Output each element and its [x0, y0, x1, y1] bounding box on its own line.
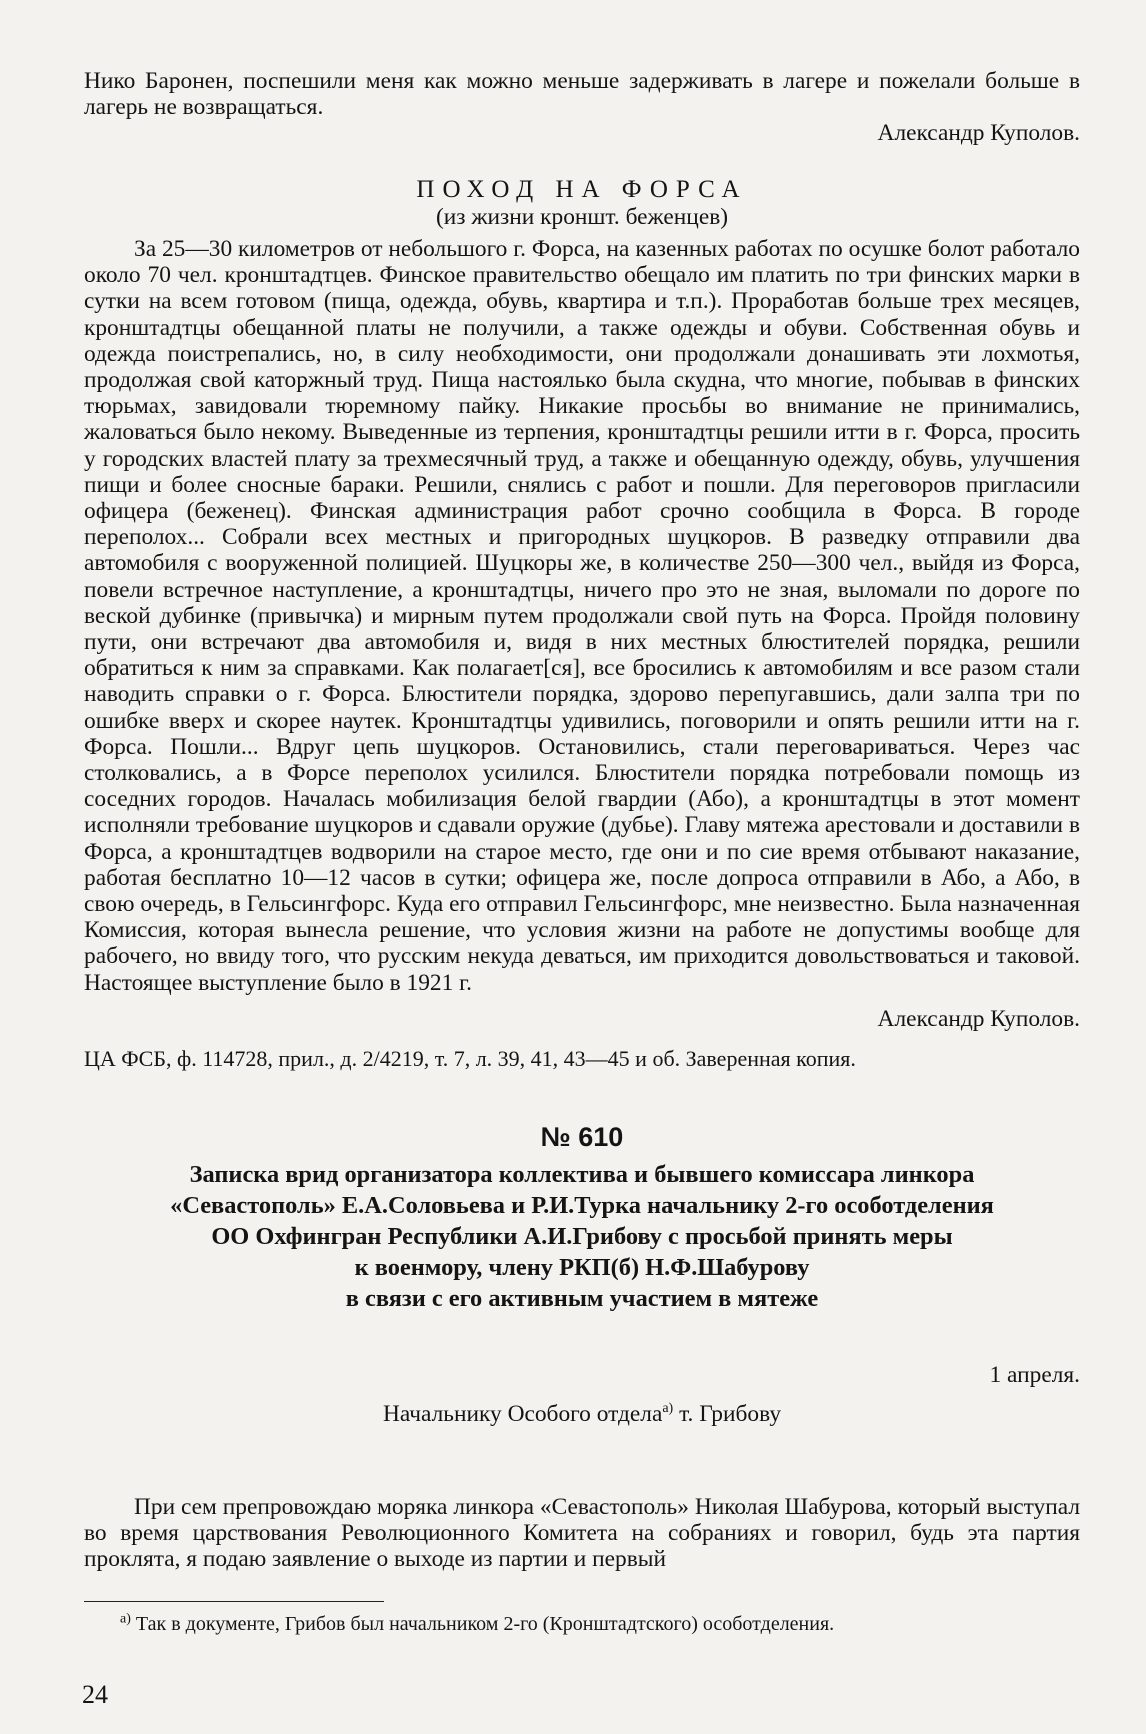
article-header: [84, 176, 1080, 230]
article-title: ПОХОД НА ФОРСА: [416, 176, 748, 203]
addressee-name: т. Грибову: [673, 1401, 782, 1427]
article-body: За 25—30 километров от небольшого г. Форса, на казенных работах по осушке болот работало около 70 чел. кронштадтцев. Финское правительство обещало им платить по три финских марки в сутки на всем готовом (пища, одежда, обувь, квартира и т.п.). Проработав больше трех месяцев, кронштадтцы обещанной платы не получили, а также одежды и обуви. Собственная обувь и одежда поистрепались, но, в силу необходимости, они продолжали донашивать эти лохмотья, продолжая свой каторжный труд. Пища настоялько была скудна, что многие, побывав в финских тюрьмах, завидовали тюремному пайку. Никакие просьбы во внимание не принимались, жаловаться было некому. Выведенные из терпения, кронштадтцы решили итти в г. Форса, просить у городских властей плату за трехмесячный труд, а также и обещанную одежду, обувь, улучшения пищи и более сносные бараки. Решили, снялись с работ и пошли. Для переговоров пригласили офицера (беженец). Финская администрация работ срочно сообщила в Форса. В городе переполох... Собрали всех местных и пригородных шуцкоров. В разведку отправили два автомобиля с вооруженной полицией. Шуцкоры же, в количестве 250—300 чел., выйдя из Форса, повели встречное наступление, а кронштадтцы, ничего про это не зная, выломали по дороге по веской дубинке (привычка) и мирным путем продолжали свой путь на Форса. Пройдя половину пути, они встречают два автомобиля и, видя в них местных блюстителей порядка, решили обратиться к ним за справками. Как полагает[ся], все бросились к автомобилям и все разом стали наводить справки о г. Форса. Блюстители порядка, здорово перепугавшись, дали залпа три по ошибке вверх и скорее наутек. Кронштадтцы удивились, поговорили и опять решили итти на г. Форса. Пошли... Вдруг цепь шуцкоров. Остановились, стали переговариваться. Через час столковались, а в Форсе переполох усилился. Блюстители порядка потребовали помощь из соседних городов. Началась мобилизация белой гвардии (Або), а кронштадтцы в этот момент исполняли требование шуцкоров и сдавали оружие (дубье). Главу мятежа арестовали и доставили в Форса, а кронштадтцев водворили на старое место, где они и по сие время отбывают наказание, работая бесплатно 10—12 часов в сутки; офицера же, после допроса отправили в Або, а Або, в свою очередь, в Гельсингфорс. Куда его отправил Гельсингфорс, мне неизвестно. Была назначенная Комиссия, которая вынесла решение, что условия жизни на работе не допустимы вообще для рабочего, но ввиду того, что русским некуда деваться, им приходится довольствоваться и таковой. Настоящее выступление было в 1921 г.: [84, 236, 1080, 996]
intro-text: Нико Баронен, поспешили меня как можно меньше задерживать в лагере и пожелали больше в лагерь не возвращаться.: [84, 68, 1080, 121]
footnote-mark: а): [120, 1611, 131, 1627]
document-title-line: к военмору, члену РКП(б) Н.Ф.Шабурову: [354, 1254, 810, 1281]
document-date: 1 апреля.: [989, 1362, 1080, 1388]
document-body: При сем препровождаю моряка линкора «Севастополь» Николая Шабурова, который выступал во время царствования Революционного Комитета на собраниях и говорил, будь эта партия проклята, я подаю заявление о выходе из партии и первый: [84, 1494, 1080, 1573]
document-number: № 610: [540, 1122, 624, 1152]
document-title-line: Записка врид организатора коллектива и бывшего комиссара линкора: [189, 1161, 975, 1188]
intro-block: [84, 68, 1080, 146]
document-title-line: «Севастополь» Е.А.Соловьева и Р.И.Турка начальнику 2-го особотделения: [170, 1192, 994, 1219]
footnote: [84, 1612, 1080, 1636]
addressee-text: Начальнику Особого отдела: [382, 1401, 663, 1427]
document-title-line: в связи с его активным участием в мятеже: [345, 1285, 819, 1312]
document-title: [84, 1159, 1080, 1314]
footnote-text: Так в документе, Грибов был начальником 2-го (Кронштадтского) особотделения.: [130, 1613, 835, 1635]
document-meta: [84, 1362, 1080, 1428]
archive-block: [84, 1046, 1080, 1072]
document-header: [84, 1122, 1080, 1314]
page-number: 24: [82, 1680, 108, 1709]
article-subtitle: (из жизни кроншт. беженцев): [435, 204, 729, 230]
document-body-block: [84, 1494, 1080, 1573]
footnote-ref: а): [662, 1401, 674, 1417]
archive-reference: ЦА ФСБ, ф. 114728, прил., д. 2/4219, т. 7, л. 39, 41, 43—45 и об. Заверенная копия.: [84, 1046, 856, 1071]
intro-signature: Александр Куполов.: [877, 120, 1080, 147]
article-block: [84, 236, 1080, 1032]
footnote-divider: [84, 1601, 384, 1602]
document-addressee: [84, 1401, 1080, 1428]
article-signature: Александр Куполов.: [877, 1005, 1080, 1032]
document-title-line: ОО Охфингран Республики А.И.Грибову с просьбой принять меры: [211, 1223, 953, 1250]
